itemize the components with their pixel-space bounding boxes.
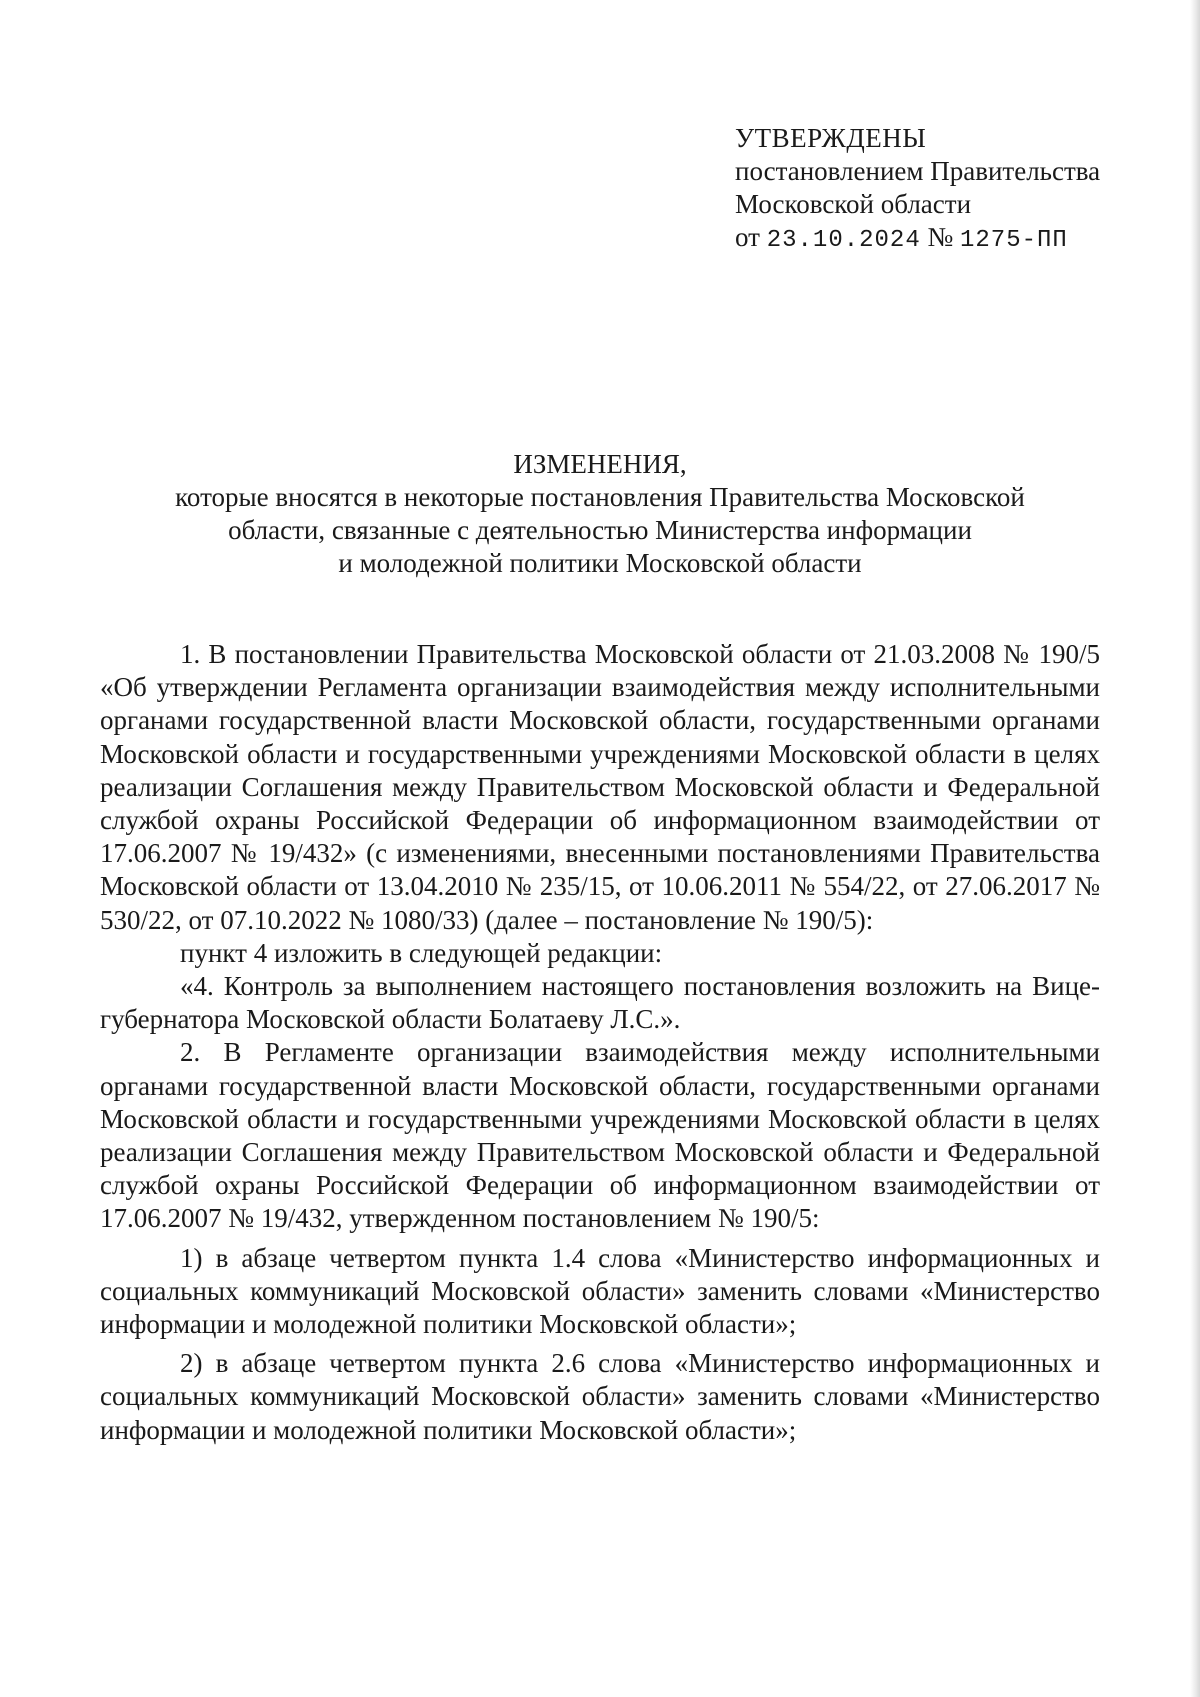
document-title: ИЗМЕНЕНИЯ, <box>513 449 687 479</box>
document-title-block <box>100 448 1100 580</box>
paragraph-item-1: 1. В постановлении Правительства Московской области от 21.03.2008 № 190/5 «Об утверждении Регламента организации взаимодействия между исполнительными органами государственной власти Московской области, государственными органами Московской области и государственными учреждениями Московской области в целях реализации Соглашения между Правительством Московской области и Федеральной службой охраны Российской Федерации об информационном взаимодействии от 17.06.2007 № 19/432» (с изменениями, внесенными постановлениями Правительства Московской области от 13.04.2010 № 235/15, от 10.06.2011 № 554/22, от 27.06.2017 № 530/22, от 07.10.2022 № 1080/33) (далее – постановление № 190/5): <box>100 639 1100 935</box>
document-subtitle-line: области, связанные с деятельностью Министерства информации <box>228 515 972 545</box>
approval-date-line <box>735 221 1155 257</box>
paragraph-subitem-2: 2) в абзаце четвертом пункта 2.6 слова «Министерство информационных и социальных коммуникаций Московской области» заменить словами «Министерство информации и молодежной политики Московской области»; <box>100 1348 1100 1445</box>
resolution-number: 1275-ПП <box>960 227 1068 254</box>
approval-stamp-block <box>735 122 1155 257</box>
approval-line-region: Московской области <box>735 189 972 219</box>
paragraph-point4-intro: пункт 4 изложить в следующей редакции: <box>180 937 663 968</box>
document-subtitle-line: и молодежной политики Московской области <box>338 548 862 578</box>
document-subtitle-line: которые вносятся в некоторые постановления Правительства Московской <box>175 482 1025 512</box>
number-sign: № <box>927 222 954 252</box>
date-prefix: от <box>735 222 760 252</box>
date-value: 23.10.2024 <box>766 227 921 254</box>
paragraph-point4-text: «4. Контроль за выполнением настоящего постановления возложить на Вице-губернатора Московской области Болатаеву Л.С.». <box>100 971 1100 1035</box>
paragraph-subitem-1: 1) в абзаце четвертом пункта 1.4 слова «Министерство информационных и социальных коммуникаций Московской области» заменить словами «Министерство информации и молодежной политики Московской области»; <box>100 1242 1100 1340</box>
scan-edge-shadow <box>1190 0 1200 1697</box>
approval-line-resolution: постановлением Правительства <box>735 156 1101 186</box>
approved-label: УТВЕРЖДЕНЫ <box>735 123 927 153</box>
paragraph-item-2: 2. В Регламенте организации взаимодействия между исполнительными органами государственной власти Московской области, государственными органами Московской области и государственными учреждениями Московской области в целях реализации Соглашения между Правительством Московской области и Федеральной службой охраны Российской Федерации об информационном взаимодействии от 17.06.2007 № 19/432, утвержденном постановлением № 190/5: <box>100 1037 1100 1234</box>
document-body <box>100 638 1100 1447</box>
